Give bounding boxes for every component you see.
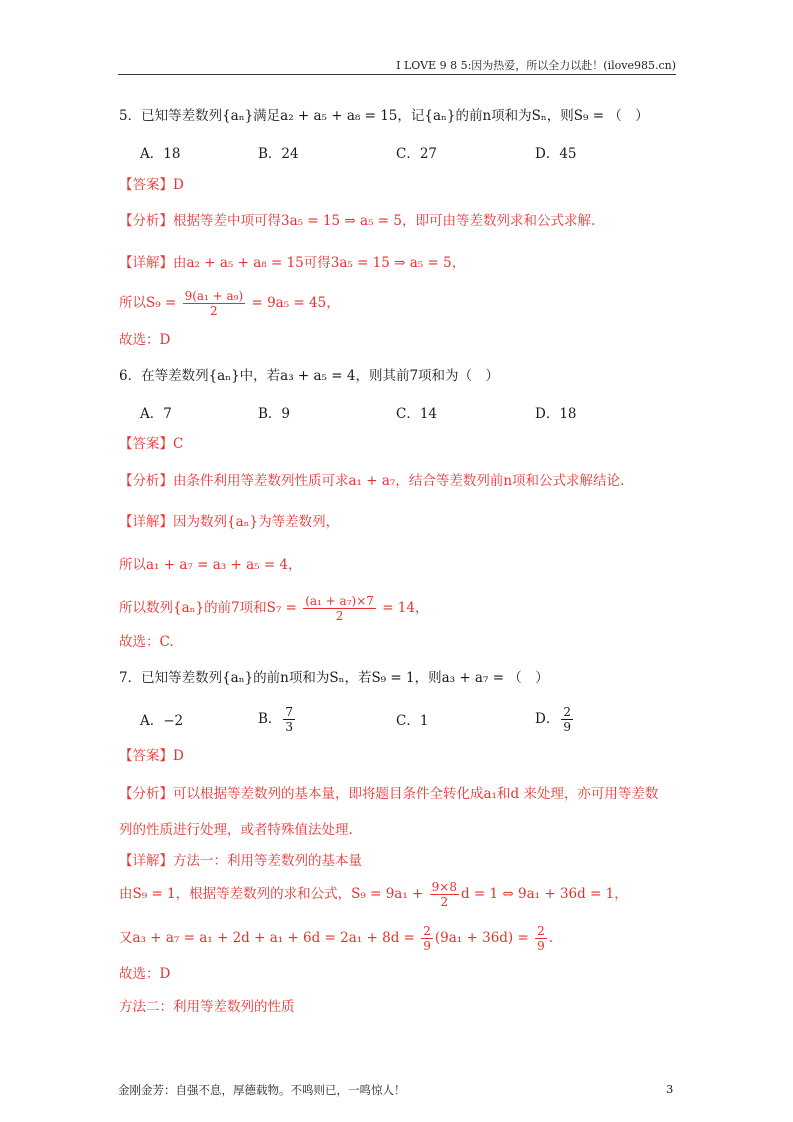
q6-choice: 故选：C. <box>119 634 174 650</box>
q7-step1-numerator: 9×8 <box>431 880 457 894</box>
footer-motto: 金刚金芳：自强不息，厚德载物。不鸣则已，一鸣惊人！ <box>118 1083 406 1097</box>
q7-option-b-label: B． <box>258 711 282 727</box>
q7-option-d <box>535 703 575 735</box>
q6-detail: 【详解】因为数列{aₙ}为等差数列， <box>119 514 340 530</box>
page-header: I LOVE 9 8 5:因为热爱，所以全力以赴！(ilove985.cn) <box>396 59 676 72</box>
q5-detail: 【详解】由a₂ + a₅ + a₈ = 15可得3a₅ = 15 ⇒ a₅ = 5， <box>119 255 466 271</box>
q6-analysis: 【分析】由条件利用等差数列性质可求a₁ + a₇，结合等差数列前n项和公式求解结论. <box>119 473 625 489</box>
q7-step2-denominator-2: 9 <box>537 939 545 953</box>
q7-method1-heading: 【详解】方法一：利用等差数列的基本量 <box>119 853 362 869</box>
q6-option-b: B．9 <box>258 406 291 422</box>
q5-option-a: A．18 <box>140 146 181 162</box>
q5-option-b: B．24 <box>258 146 299 162</box>
q5-answer: 【答案】D <box>119 177 184 193</box>
q5-choice: 故选：D <box>119 332 171 348</box>
q7-step2 <box>119 922 553 954</box>
q7-step2-suffix: . <box>548 930 554 946</box>
q5-analysis: 【分析】根据等差中项可得3a₅ = 15 ⇒ a₅ = 5，即可由等差数列求和公式求解. <box>119 213 596 229</box>
q6-answer: 【答案】C <box>119 436 184 452</box>
q6-sum-prefix: 所以数列{aₙ}的前7项和S₇ = <box>119 600 302 616</box>
q5-sum-suffix: = 9a₅ = 45， <box>247 295 340 311</box>
q7-step1 <box>119 878 628 910</box>
q6-option-d: D．18 <box>535 406 577 422</box>
q5-stem: 5．已知等差数列{aₙ}满足a₂ + a₅ + a₈ = 15，记{aₙ}的前n项和为Sₙ，则S₉ = （ ） <box>119 108 649 124</box>
q7-option-d-denominator: 9 <box>563 720 571 734</box>
q7-step2-numerator-2: 2 <box>537 924 545 938</box>
q7-option-c: C．1 <box>396 713 429 729</box>
q5-option-d: D．45 <box>535 146 577 162</box>
q6-stem: 6．在等差数列{aₙ}中，若a₃ + a₅ = 4，则其前7项和为（ ） <box>119 368 500 384</box>
header-rule <box>118 74 676 75</box>
q7-analysis-line2: 列的性质进行处理，或者特殊值法处理. <box>119 822 353 838</box>
q7-option-b <box>258 703 297 735</box>
q6-option-c: C．14 <box>396 406 438 422</box>
q7-option-d-numerator: 2 <box>563 705 571 719</box>
q7-step2-prefix: 又a₃ + a₇ = a₁ + 2d + a₁ + 6d = 2a₁ + 8d = <box>119 930 420 946</box>
q5-sum-formula <box>119 287 340 319</box>
q7-option-b-denominator: 3 <box>285 720 294 734</box>
q5-sum-denominator: 2 <box>210 304 218 318</box>
q7-option-b-numerator: 7 <box>285 705 294 719</box>
q7-step2-middle: (9a₁ + 36d) = <box>434 930 534 946</box>
q6-sum-denominator: 2 <box>335 609 344 623</box>
q7-step2-denominator-1: 9 <box>423 939 431 953</box>
q6-step1: 所以a₁ + a₇ = a₃ + a₅ = 4， <box>119 557 302 573</box>
q6-sum-formula <box>119 592 428 624</box>
q5-sum-numerator: 9(a₁ + a₉) <box>184 289 244 303</box>
q6-sum-numerator: (a₁ + a₇)×7 <box>305 594 374 608</box>
q7-method2-heading: 方法二：利用等差数列的性质 <box>119 999 295 1015</box>
q7-choice: 故选：D <box>119 966 171 982</box>
q7-option-a: A．−2 <box>140 713 184 729</box>
q6-sum-suffix: = 14， <box>377 600 429 616</box>
q7-stem: 7．已知等差数列{aₙ}的前n项和为Sₙ，若S₉ = 1，则a₃ + a₇ = （ ） <box>119 670 549 686</box>
q7-step1-denominator: 2 <box>440 895 449 909</box>
q6-option-a: A．7 <box>140 406 172 422</box>
q7-step1-suffix: d = 1 ⇔ 9a₁ + 36d = 1， <box>460 886 628 902</box>
q7-option-d-label: D． <box>535 711 560 727</box>
q7-answer: 【答案】D <box>119 748 184 764</box>
q5-sum-prefix: 所以S₉ = <box>119 295 181 311</box>
q7-analysis-line1: 【分析】可以根据等差数列的基本量，即将题目条件全转化成a₁和d 来处理，亦可用等差数 <box>119 786 659 802</box>
page-number: 3 <box>666 1082 674 1096</box>
q7-step2-numerator-1: 2 <box>423 924 431 938</box>
q5-option-c: C．27 <box>396 146 438 162</box>
q7-step1-prefix: 由S₉ = 1，根据等差数列的求和公式，S₉ = 9a₁ + <box>119 886 428 902</box>
